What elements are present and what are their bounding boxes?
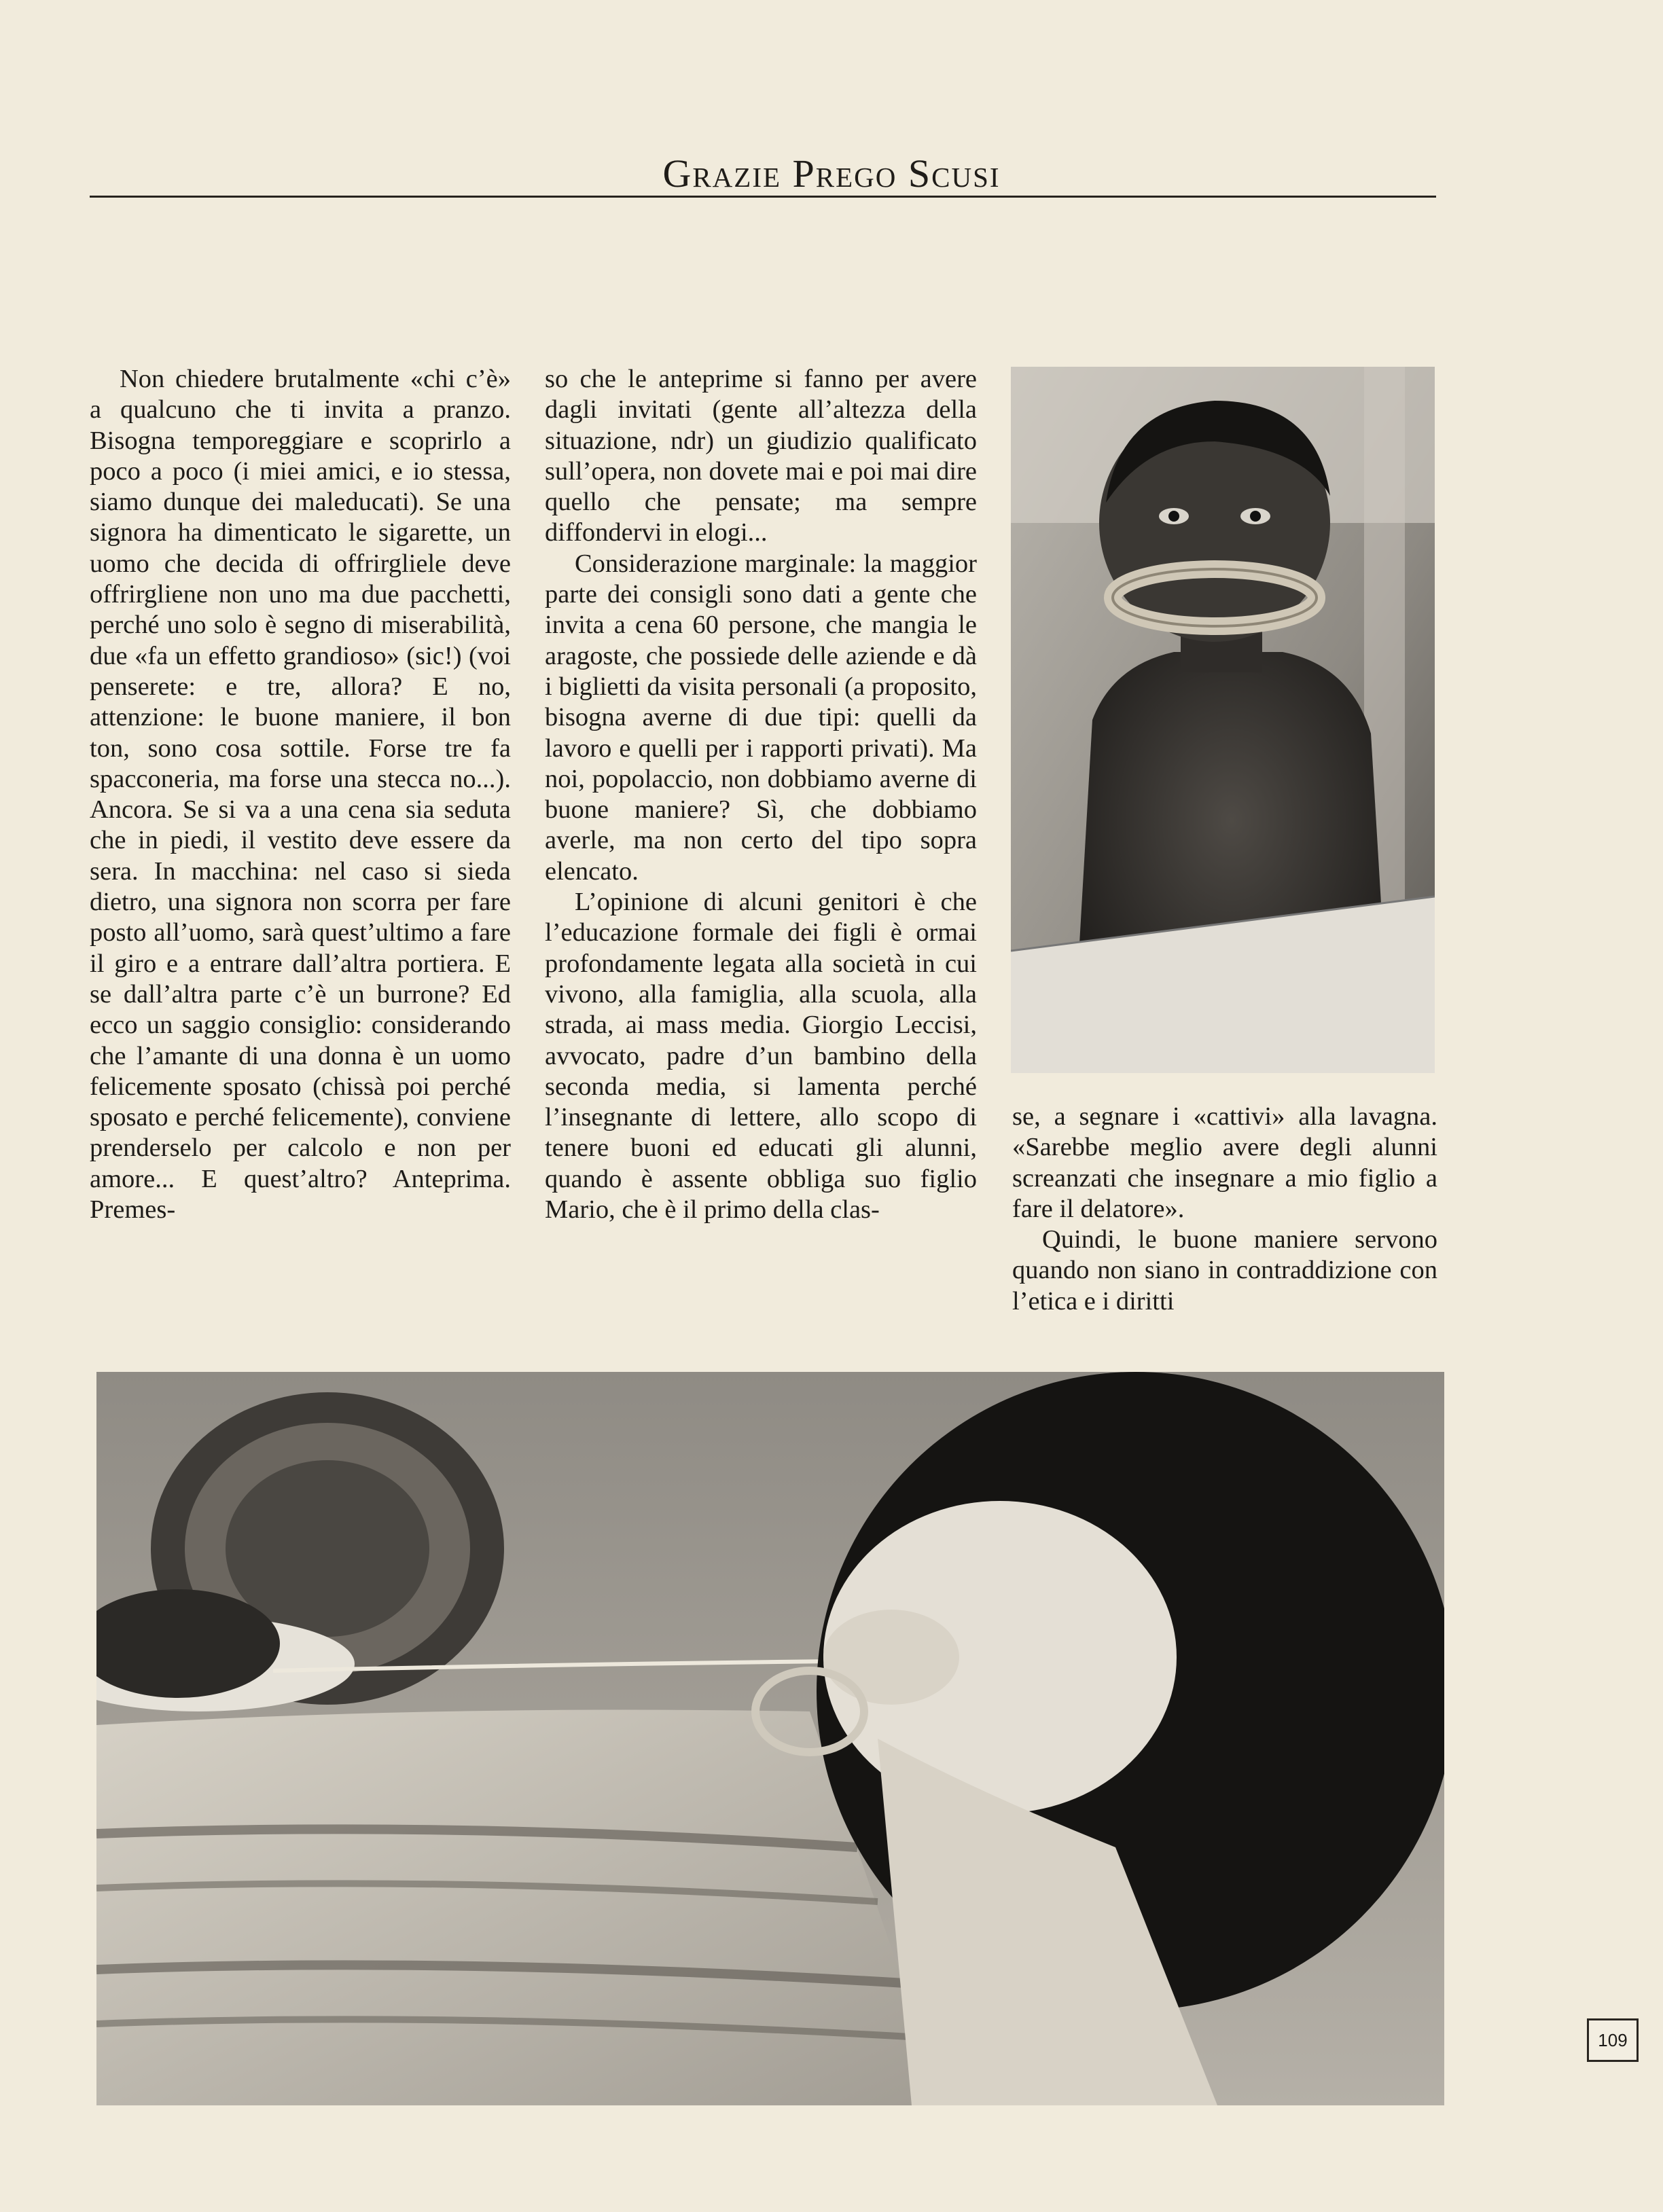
paragraph: so che le anteprime si fanno per avere dagli invitati (gente all’altezza della situazione, ndr) un giudizio qualificato sull’opera, non dovete mai e poi mai dire quello che pensate; ma sempre diffondervi in elogi... — [545, 365, 977, 547]
paragraph: se, a segnare i «cattivi» alla lavagna. «Sarebbe meglio avere degli alunni screanzati che insegnare a mio figlio a fare il delatore». — [1012, 1102, 1437, 1223]
paragraph: Non chiedere brutalmente «chi c’è» a qualcuno che ti invita a pranzo. Bisogna temporeggiare e scoprirlo a poco a poco (i miei amici, e io stessa, siamo dunque dei maleducati). Se una signora ha dimenticato le sigarette, un uomo che decida di offrirgliele deve offrirgliene non uno ma due pacchetti, perché uno solo è segno di miserabilità, due «fa un effetto grandioso» (sic!) (voi penserete: e tre, allora? E no, attenzione: le buone maniere, il bon ton, sono cosa sottile. Forse tre fa spacconeria, ma forse una stecca no...). Ancora. Se si va a una cena sia seduta che in piedi, il vestito deve essere da sera. In macchina: nel caso si sieda dietro, una signora non scorra per fare posto all’uomo, sarà quest’ultimo a fare il giro e a entrare dall’altra portiera. E se dall’altra parte c’è un burrone? Ed ecco un saggio consiglio: considerando che l’amante di una donna è un uomo felicemente sposato (chissà poi perché sposato e perché felicemente), conviene prenderselo per calcolo e non per amore... E quest’altro? Anteprima. Premes- — [90, 365, 511, 1225]
text-column-1 — [90, 364, 511, 1225]
paragraph: Considerazione marginale: la maggior parte dei consigli sono dati a gente che invita a cena 60 persone, che mangia le aragoste, che possiede delle aziende e dà i biglietti da visita personali (a proposito, bisogna averne di due tipi: quelli da lavoro e quelli per i rapporti privati). Ma noi, popolaccio, non dobbiamo averne di buone maniere? Sì, che dobbiamo averle, ma non certo del tipo sopra elencato. — [545, 549, 977, 886]
paragraph: L’opinione di alcuni genitori è che l’educazione formale dei figli è ormai profondamente legata alla società in cui vivono, alla famiglia, alla scuola, alla strada, ai mass media. Giorgio Leccisi, avvocato, padre d’un bambino della seconda media, si lamenta perché l’insegnante di lettere, allo scopo di tenere buoni ed educati gli alunni, quando è assente obbliga suo figlio Mario, che è il primo della clas- — [545, 888, 977, 1225]
header-rule — [90, 196, 1436, 198]
photo-child-eating-spaghetti — [96, 1372, 1444, 2105]
text-column-2 — [545, 364, 977, 1225]
photo-boy-with-bread-ring — [1011, 367, 1435, 1073]
paragraph: Quindi, le buone maniere servono quando non siano in contraddizione con l’etica e i diritti — [1012, 1225, 1437, 1316]
photo-child-illustration — [96, 1372, 1444, 2105]
page-number: 109 — [1587, 2018, 1639, 2062]
text-column-3 — [1012, 1102, 1437, 1317]
page-header-title: Grazie Prego Scusi — [662, 151, 1001, 196]
photo-boy-illustration — [1011, 367, 1435, 1073]
